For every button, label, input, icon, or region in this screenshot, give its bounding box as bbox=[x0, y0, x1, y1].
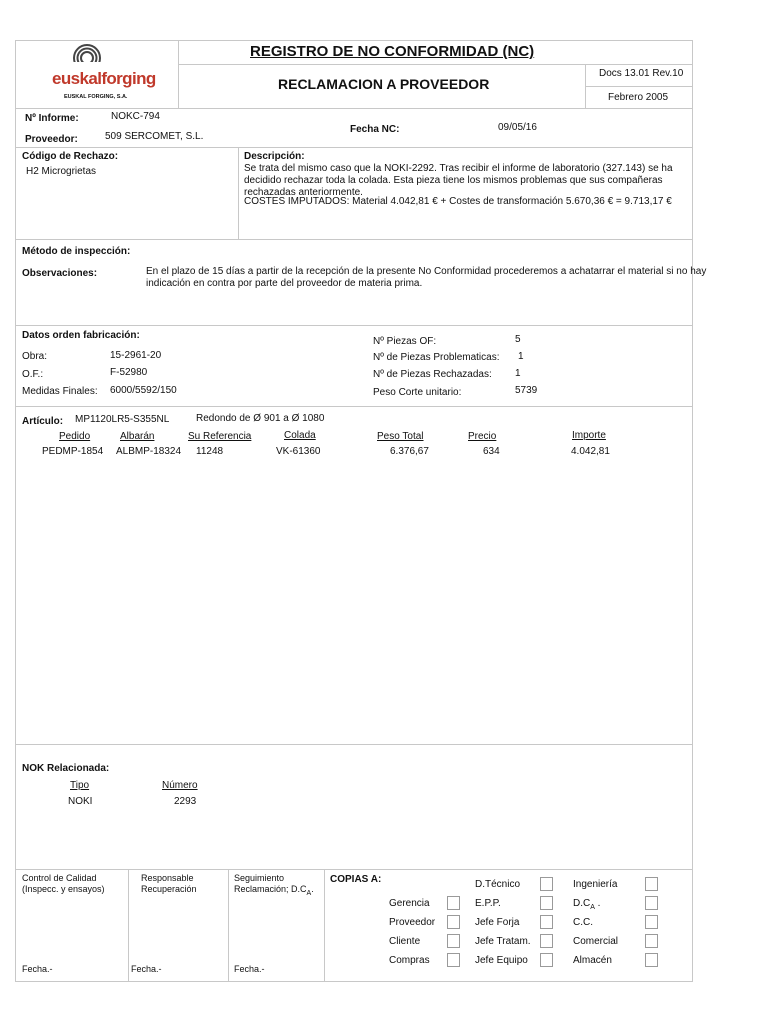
nok-numero-value: 2293 bbox=[174, 796, 197, 807]
section-divider bbox=[15, 147, 693, 148]
articulo-label: Artículo: bbox=[22, 416, 64, 427]
header-divider bbox=[178, 64, 693, 65]
copia-gerencia-checkbox[interactable] bbox=[447, 896, 460, 910]
logo-text: euskalforging bbox=[52, 69, 156, 88]
copia-jefe-tratam-checkbox[interactable] bbox=[540, 934, 553, 948]
copia-compras-label: Compras bbox=[389, 955, 430, 966]
observaciones-label: Observaciones: bbox=[22, 268, 98, 279]
copia-jefe-equipo-checkbox[interactable] bbox=[540, 953, 553, 967]
copia-ingenieria-label: Ingeniería bbox=[573, 879, 618, 890]
section-divider bbox=[238, 147, 239, 239]
obra-value: 15-2961-20 bbox=[110, 350, 162, 361]
seguimiento-sublabel: Reclamación; $D.C_A$. bbox=[234, 884, 314, 897]
copia-cliente-checkbox[interactable] bbox=[447, 934, 460, 948]
row-referencia: 11248 bbox=[196, 446, 224, 457]
copia-jefe-forja-checkbox[interactable] bbox=[540, 915, 553, 929]
fecha-nc-label: Fecha NC: bbox=[350, 124, 400, 135]
copia-ingenieria-checkbox[interactable] bbox=[645, 877, 658, 891]
signature-divider bbox=[324, 869, 325, 982]
seguimiento-label: Seguimiento bbox=[234, 873, 285, 883]
copia-jefe-equipo-label: Jefe Equipo bbox=[475, 955, 528, 966]
page-title: REGISTRO DE NO CONFORMIDAD (NC) bbox=[250, 43, 535, 60]
col-header-precio: Precio bbox=[468, 431, 497, 442]
articulo-code: MP1120LR5-S355NL bbox=[75, 414, 170, 425]
copia-epp-checkbox[interactable] bbox=[540, 896, 553, 910]
copia-dtecnico-label: D.Técnico bbox=[475, 879, 521, 890]
descripcion-text: Se trata del mismo caso que la NOKI-2292. Tras recibir el informe de laboratorio (327.143) se ha decidido rechazar toda la colada. Esta pieza tiene los mismos problemas que sus compañeras rechazadas anteriormente. bbox=[244, 163, 673, 198]
fabricacion-title: Datos orden fabricación: bbox=[22, 330, 140, 341]
of-value: F-52980 bbox=[110, 367, 148, 378]
section-divider bbox=[15, 406, 693, 407]
col-header-referencia: Su Referencia bbox=[188, 431, 252, 442]
copia-dtecnico-checkbox[interactable] bbox=[540, 877, 553, 891]
codigo-rechazo-label: Código de Rechazo: bbox=[22, 151, 119, 162]
col-header-colada: Colada bbox=[284, 430, 316, 441]
copia-cc-checkbox[interactable] bbox=[645, 915, 658, 929]
signature-divider bbox=[228, 869, 229, 982]
fecha-nc-value: 09/05/16 bbox=[498, 122, 537, 133]
page-subtitle: RECLAMACION A PROVEEDOR bbox=[278, 76, 490, 92]
copia-proveedor-label: Proveedor bbox=[389, 917, 436, 928]
col-header-albaran: Albarán bbox=[120, 431, 155, 442]
header-divider bbox=[585, 86, 693, 87]
copia-cc-label: C.C. bbox=[573, 917, 593, 928]
copias-label: COPIAS A: bbox=[330, 874, 382, 885]
col-header-importe: Importe bbox=[572, 430, 606, 441]
descripcion-label: Descripción: bbox=[244, 151, 305, 162]
logo-subtitle: EUSKAL FORGING, S.A. bbox=[64, 94, 128, 100]
nok-title: NOK Relacionada: bbox=[22, 763, 110, 774]
articulo-description: Redondo de Ø 901 a Ø 1080 bbox=[196, 413, 325, 424]
row-albaran: ALBMP-18324 bbox=[116, 446, 182, 457]
header-divider bbox=[178, 40, 179, 108]
row-precio: 634 bbox=[483, 446, 500, 457]
section-divider bbox=[15, 239, 693, 240]
copia-almacen-label: Almacén bbox=[573, 955, 612, 966]
logo-rings-icon bbox=[70, 42, 104, 72]
codigo-rechazo-value: H2 Microgrietas bbox=[26, 166, 97, 177]
doc-reference: Docs 13.01 Rev.10 bbox=[599, 68, 684, 79]
copia-jefe-forja-label: Jefe Forja bbox=[475, 917, 520, 928]
row-importe: 4.042,81 bbox=[571, 446, 610, 457]
section-divider bbox=[15, 869, 693, 870]
responsable-sublabel: Recuperación bbox=[141, 884, 197, 894]
responsable-label: Responsable bbox=[141, 873, 194, 883]
costes-text: COSTES IMPUTADOS: Material 4.042,81 € + Costes de transformación 5.670,36 € = 9.713,17 € bbox=[244, 196, 672, 207]
copia-comercial-checkbox[interactable] bbox=[645, 934, 658, 948]
nok-numero-header: Número bbox=[162, 780, 198, 791]
fecha-firma-2: Fecha.- bbox=[131, 964, 162, 974]
signature-divider bbox=[128, 869, 129, 982]
piezas-problematicas-value: 1 bbox=[518, 351, 524, 362]
copia-proveedor-checkbox[interactable] bbox=[447, 915, 460, 929]
piezas-rechazadas-label: Nº de Piezas Rechazadas: bbox=[373, 369, 492, 380]
fecha-firma-1: Fecha.- bbox=[22, 964, 53, 974]
informe-number: NOKC-794 bbox=[111, 111, 160, 122]
copia-epp-label: E.P.P. bbox=[475, 898, 501, 909]
col-header-peso-total: Peso Total bbox=[377, 431, 424, 442]
copia-jefe-tratam-label: Jefe Tratam. bbox=[475, 936, 531, 947]
proveedor-value: 509 SERCOMET, S.L. bbox=[105, 131, 204, 142]
fecha-firma-3: Fecha.- bbox=[234, 964, 265, 974]
nok-tipo-value: NOKI bbox=[68, 796, 93, 807]
peso-corte-label: Peso Corte unitario: bbox=[373, 387, 462, 398]
obra-label: Obra: bbox=[22, 351, 48, 362]
peso-corte-value: 5739 bbox=[515, 385, 538, 396]
copia-almacen-checkbox[interactable] bbox=[645, 953, 658, 967]
observaciones-text: En el plazo de 15 días a partir de la recepción de la presente No Conformidad procederemos a achatarrar el material si no hay indicación en contra por parte del proveedor de materia prima. bbox=[146, 266, 707, 289]
section-divider bbox=[15, 744, 693, 745]
piezas-of-label: Nº Piezas OF: bbox=[373, 336, 437, 347]
copia-cliente-label: Cliente bbox=[389, 936, 421, 947]
copia-dca-label: $D.C_A$ . bbox=[573, 898, 601, 911]
informe-label: Nº Informe: bbox=[25, 113, 79, 124]
piezas-of-value: 5 bbox=[515, 334, 521, 345]
doc-date: Febrero 2005 bbox=[608, 92, 669, 103]
section-divider bbox=[15, 325, 693, 326]
metodo-inspeccion-label: Método de inspección: bbox=[22, 246, 131, 257]
medidas-value: 6000/5592/150 bbox=[110, 385, 177, 396]
row-pedido: PEDMP-1854 bbox=[42, 446, 104, 457]
copia-dca-checkbox[interactable] bbox=[645, 896, 658, 910]
section-divider bbox=[15, 108, 693, 109]
copia-comercial-label: Comercial bbox=[573, 936, 619, 947]
row-colada: VK-61360 bbox=[276, 446, 321, 457]
proveedor-label: Proveedor: bbox=[25, 134, 78, 145]
col-header-pedido: Pedido bbox=[59, 431, 91, 442]
copia-compras-checkbox[interactable] bbox=[447, 953, 460, 967]
copia-gerencia-label: Gerencia bbox=[389, 898, 430, 909]
of-label: O.F.: bbox=[22, 369, 44, 380]
piezas-problematicas-label: Nº de Piezas Problematicas: bbox=[373, 352, 500, 363]
medidas-label: Medidas Finales: bbox=[22, 386, 98, 397]
nok-tipo-header: Tipo bbox=[70, 780, 90, 791]
control-calidad-label: Control de Calidad bbox=[22, 873, 97, 883]
row-peso-total: 6.376,67 bbox=[390, 446, 429, 457]
piezas-rechazadas-value: 1 bbox=[515, 368, 521, 379]
control-calidad-sublabel: (Inspecc. y ensayos) bbox=[22, 884, 105, 894]
